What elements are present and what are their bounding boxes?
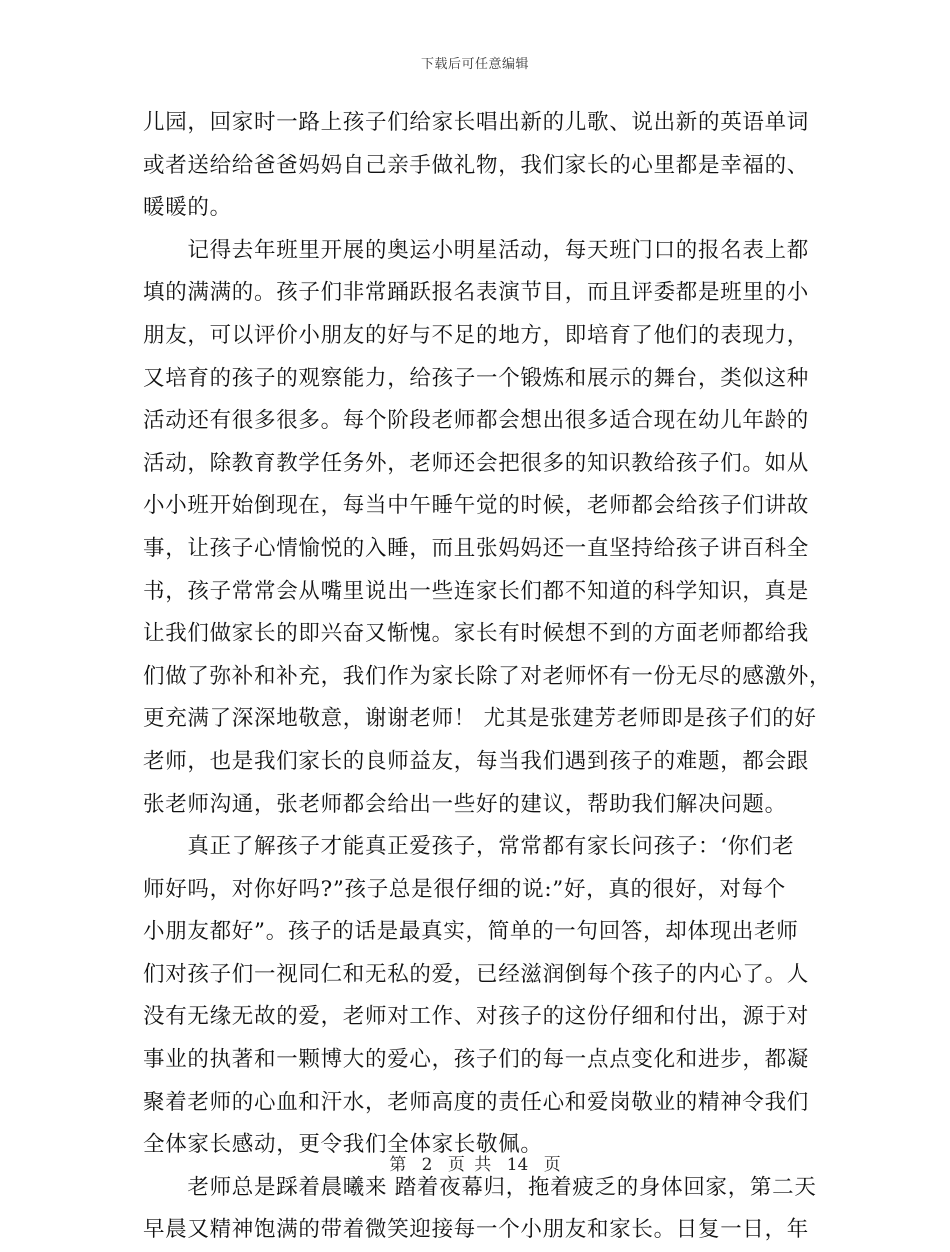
text-line: 朋友，可以评价小朋友的好与不足的地方，即培育了他们的表现力， <box>143 322 810 348</box>
text-line: 早晨又精神饱满的带着微笑迎接每一个小朋友和家长。日复一日，年 <box>143 1217 810 1243</box>
text-line: 聚着老师的心血和汗水，老师高度的责任心和爱岗敬业的精神令我们 <box>143 1089 810 1115</box>
text-line: 小朋友都好”。孩子的话是最真实，简单的一句回答，却体现出老师 <box>143 919 799 945</box>
text-line: 事业的执著和一颗博大的爱心，孩子们的每一点点变化和进步，都凝 <box>143 1047 810 1073</box>
text-line: 让我们做家长的即兴奋又惭愧。家长有时候想不到的方面老师都给我 <box>143 621 810 647</box>
text-line: 全体家长感动，更令我们全体家长敬佩。 <box>143 1132 543 1158</box>
text-line: 活动还有很多很多。每个阶段老师都会想出很多适合现在幼儿年龄的 <box>143 408 810 434</box>
text-line: 没有无缘无故的爱，老师对工作、对孩子的这份仔细和付出，源于对 <box>143 1004 810 1030</box>
text-line: 活动，除教育教学任务外，老师还会把很多的知识教给孩子们。如从 <box>143 450 810 476</box>
page-footer <box>0 1150 950 1175</box>
text-line: 张老师沟通，张老师都会给出一些好的建议，帮助我们解决问题。 <box>143 791 787 817</box>
body-text <box>143 102 832 1252</box>
text-line: 填的满满的。孩子们非常踊跃报名表演节目，而且评委都是班里的小 <box>143 280 810 306</box>
page-total: 14 <box>506 1155 529 1175</box>
text-line: 们做了弥补和补充，我们作为家长除了对老师怀有一份无尽的感激外， <box>143 663 832 689</box>
text-line: 记得去年班里开展的奥运小明星活动，每天班门口的报名表上都 <box>143 237 810 263</box>
text-line: 儿园，回家时一路上孩子们给家长唱出新的儿歌、说出新的英语单词 <box>143 110 810 135</box>
page-header: 下载后可任意编辑 <box>420 57 529 72</box>
text-line: 书，孩子常常会从嘴里说出一些连家长们都不知道的科学知识，真是 <box>143 578 810 604</box>
text-line: 老师总是踩着晨曦来 踏着夜幕归，拖着疲乏的身体回家，第二天 <box>143 1174 817 1200</box>
text-line: 或者送给给爸爸妈妈自己亲手做礼物，我们家长的心里都是幸福的、 <box>143 152 810 178</box>
text-line: 事，让孩子心情愉悦的入睡，而且张妈妈还一直坚持给孩子讲百科全 <box>143 535 810 561</box>
text-line: 又培育的孩子的观察能力，给孩子一个锻炼和展示的舞台，类似这种 <box>143 365 810 391</box>
text-line: 小小班开始倒现在，每当中午睡午觉的时候，老师都会给孩子们讲故 <box>143 493 810 519</box>
text-line: 真正了解孩子才能真正爱孩子，常常都有家长问孩子：‘你们老 <box>143 834 795 860</box>
text-line: 们对孩子们一视同仁和无私的爱，已经滋润倒每个孩子的内心了。人 <box>143 961 810 987</box>
page-number: 2 <box>421 1155 433 1175</box>
footer-suffix: 页 <box>543 1155 561 1175</box>
text-line: 暖暖的。 <box>143 195 232 221</box>
text-line: 更充满了深深地敬意，谢谢老师！ 尤其是张建芳老师即是孩子们的好 <box>143 706 817 732</box>
text-line: 师好吗，对你好吗?”孩子总是很仔细的说:”好，真的很好，对每个 <box>143 876 786 902</box>
footer-middle: 页 共 <box>447 1155 492 1175</box>
footer-prefix: 第 <box>389 1155 407 1175</box>
text-line: 老师，也是我们家长的良师益友，每当我们遇到孩子的难题，都会跟 <box>143 748 810 774</box>
